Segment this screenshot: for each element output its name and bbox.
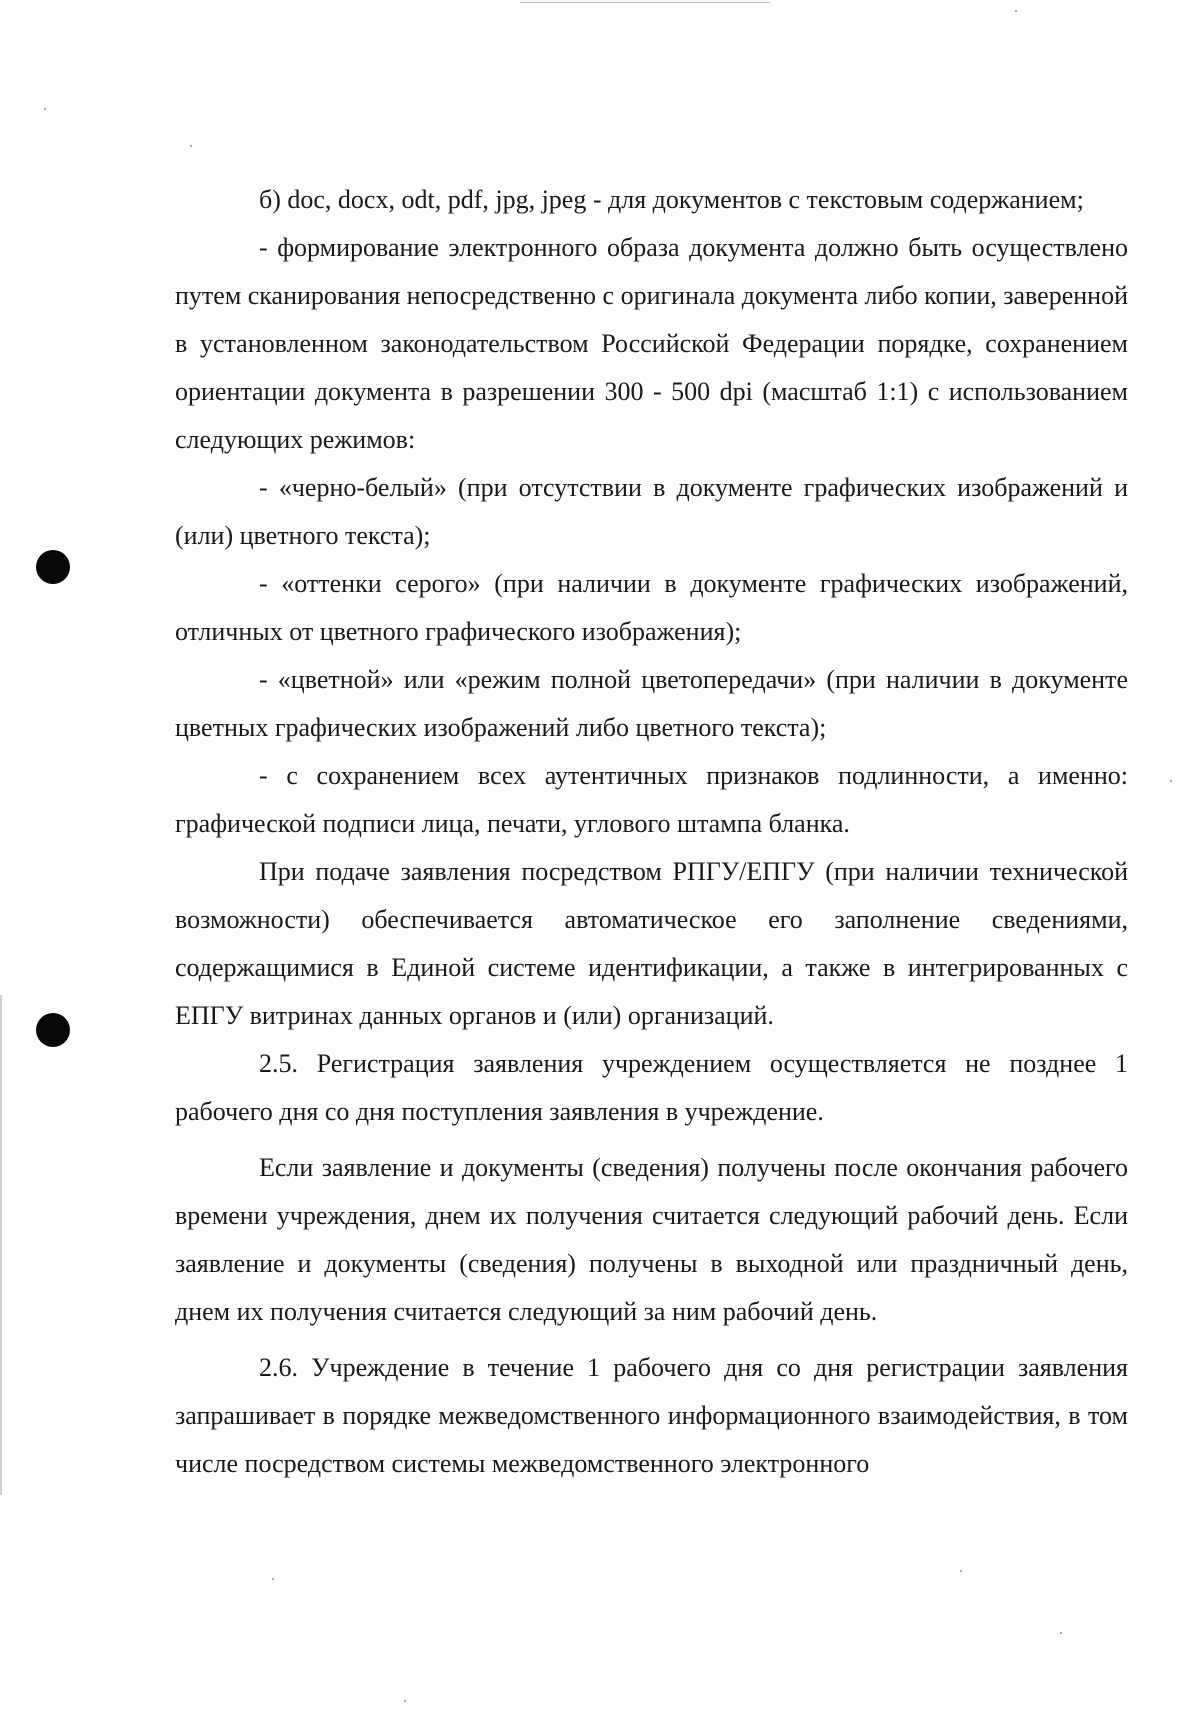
- scan-speck: [404, 1700, 406, 1702]
- scan-speck: [1015, 10, 1017, 12]
- hole-punch-mark: [36, 1013, 70, 1047]
- scan-speck: [44, 108, 46, 110]
- scan-speck: [272, 1578, 274, 1580]
- paragraph-mode-color: - «цветной» или «режим полной цветопередачи» (при наличии в документе цветных графических изображений либо цветного текста);: [175, 665, 1128, 742]
- paragraph-2-6-interagency-request: 2.6. Учреждение в течение 1 рабочего дня со дня регистрации заявления запрашивает в порядке межведомственного информационного взаимодействия, в том числе посредством системы межведомственного электронного: [175, 1353, 1128, 1478]
- paragraph-mode-grayscale: - «оттенки серого» (при наличии в документе графических изображений, отличных от цветного графического изображения);: [175, 569, 1128, 646]
- scan-speck: [1170, 780, 1172, 782]
- hole-punch-mark: [36, 550, 70, 584]
- paragraph-2-5-registration: 2.5. Регистрация заявления учреждением осуществляется не позднее 1 рабочего дня со дня поступления заявления в учреждение.: [175, 1049, 1128, 1126]
- paragraph-rpgu-epgu-submission: При подаче заявления посредством РПГУ/ЕПГУ (при наличии технической возможности) обеспечивается автоматическое его заполнение сведениями, содержащимися в Единой системе идентификации, а также в интегрированных с ЕПГУ витринах данных органов и (или) организаций.: [175, 857, 1128, 1030]
- scan-speck: [1060, 1632, 1062, 1634]
- paragraph-mode-black-white: - «черно-белый» (при отсутствии в документе графических изображений и (или) цветного текста);: [175, 473, 1128, 550]
- scan-speck: [190, 145, 192, 147]
- paragraph-authenticity-signs: - с сохранением всех аутентичных признаков подлинности, а именно: графической подписи лица, печати, углового штампа бланка.: [175, 761, 1128, 838]
- paragraph-file-formats: б) doc, docx, odt, pdf, jpg, jpeg - для документов с текстовым содержанием;: [259, 185, 1084, 214]
- scan-speck: [960, 1570, 962, 1572]
- paragraph-after-hours-receipt: Если заявление и документы (сведения) получены после окончания рабочего времени учреждения, днем их получения считается следующий рабочий день. Если заявление и документы (сведения) получены в выходной или праздничный день, днем их получения считается следующий за ним рабочий день.: [175, 1153, 1128, 1326]
- scan-left-edge: [0, 995, 2, 1495]
- scan-top-rule: [520, 2, 770, 3]
- document-body: [175, 176, 1128, 1488]
- paragraph-scanning-requirements: - формирование электронного образа документа должно быть осуществлено путем сканирования непосредственно с оригинала документа либо копии, заверенной в установленном законодательством Российской Федерации порядке, сохранением ориентации документа в разрешении 300 - 500 dpi (масштаб 1:1) с использованием следующих режимов:: [175, 233, 1128, 454]
